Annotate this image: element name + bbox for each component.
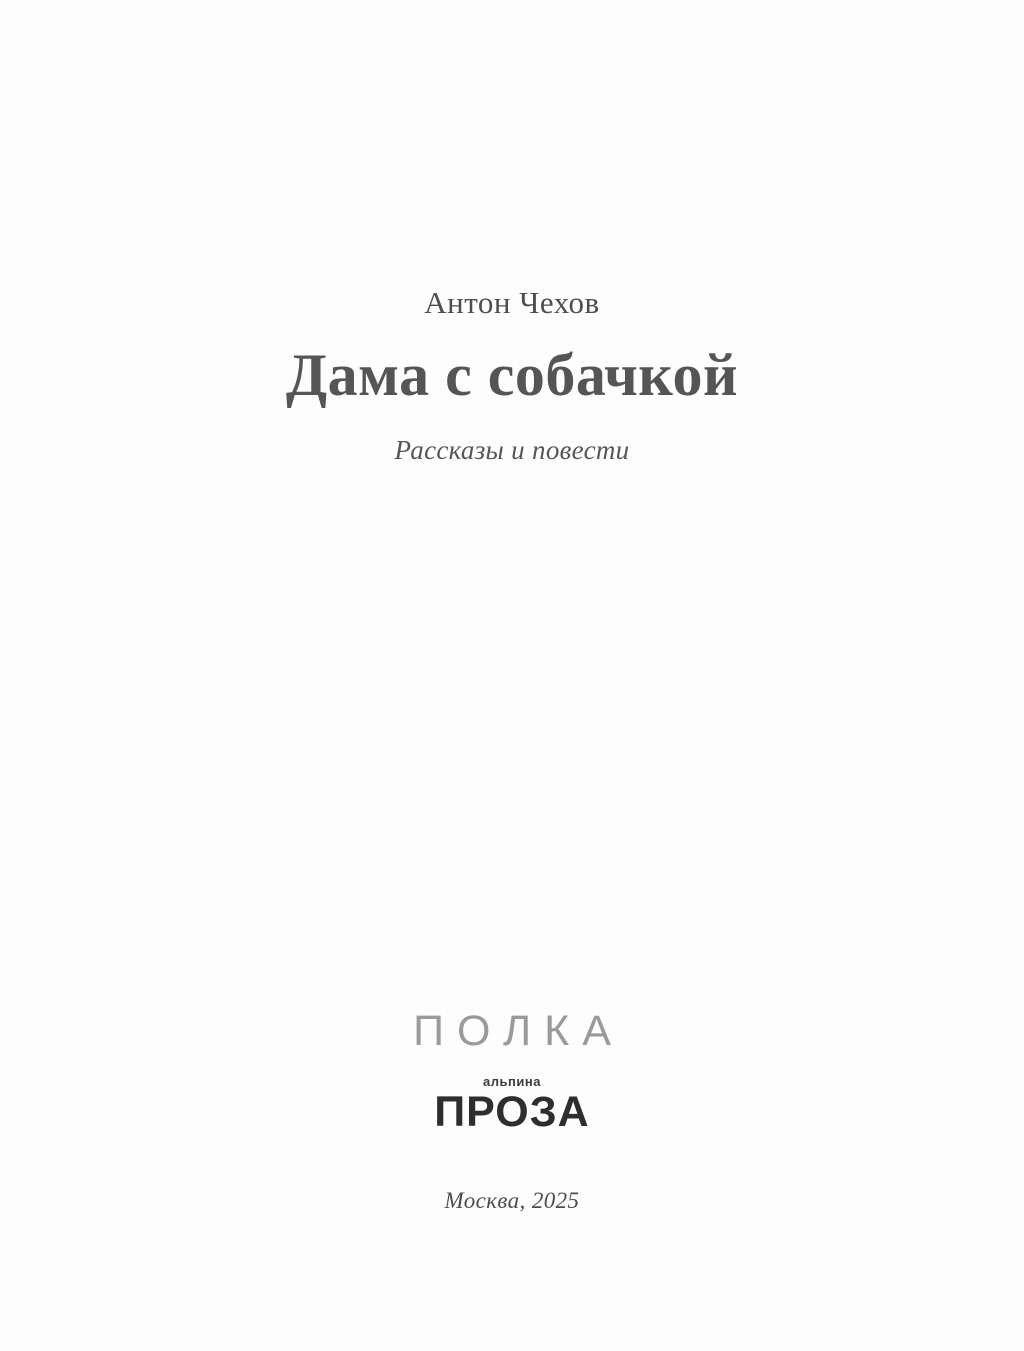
imprint-small-label: альпина (483, 1074, 541, 1089)
imprint-main-label: ПРОЗА (434, 1088, 590, 1136)
alpina-proza-imprint (434, 1075, 589, 1135)
book-subtitle: Рассказы и повести (394, 435, 630, 466)
author-name: Антон Чехов (424, 285, 600, 320)
title-block (0, 286, 1024, 466)
polka-logo: ПОЛКА (413, 1007, 624, 1055)
publisher-block (0, 1007, 1024, 1136)
place-and-year: Москва, 2025 (444, 1188, 580, 1213)
book-title: Дама с собачкой (285, 342, 739, 409)
